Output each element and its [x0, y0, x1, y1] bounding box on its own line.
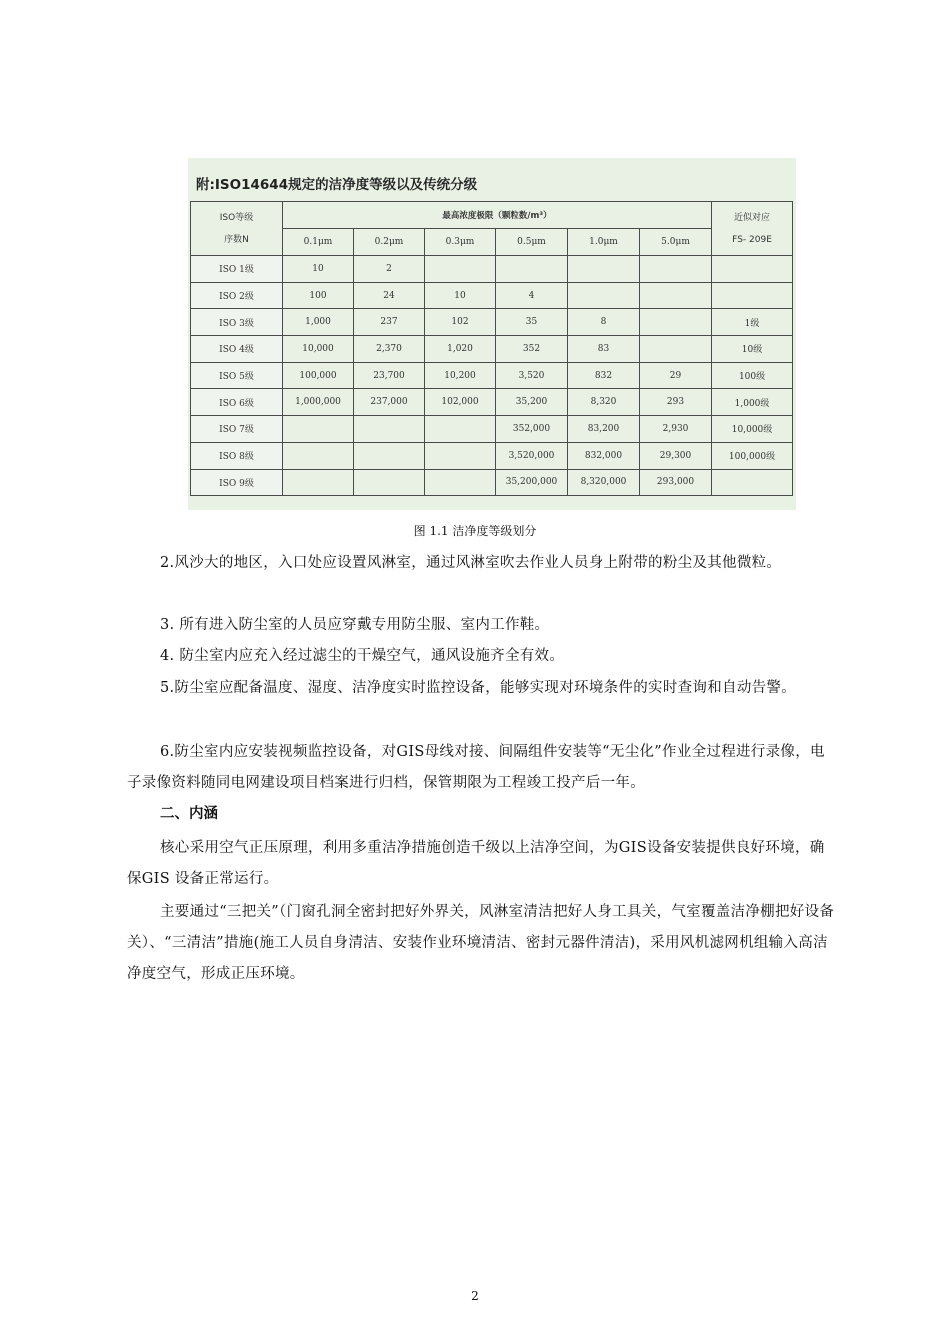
table-cell: 102,000: [425, 389, 496, 416]
row-header-cell: ISO 2级: [191, 282, 283, 309]
table-row: [191, 336, 793, 363]
table-cell: 2,930: [640, 416, 712, 443]
particle-size-header: 0.3μm: [425, 229, 496, 256]
table-cell: 10,000: [283, 336, 354, 363]
paragraph-item-3: 3. 所有进入防尘室的人员应穿戴专用防尘服、室内工作鞋。: [160, 617, 550, 633]
section-heading: 二、内涵: [160, 806, 218, 822]
table-cell: 1,020: [425, 336, 496, 363]
paragraph-item-6: 6.防尘室内应安装视频监控设备，对GIS母线对接、间隔组件安装等“无尘化”作业全过程进行录像，电子录像资料随同电网建设项目档案进行归档，保管期限为工程竣工投产后一年。: [127, 744, 825, 791]
row-header-cell: ISO 4级: [191, 336, 283, 363]
table-row: [191, 416, 793, 443]
row-header-cell: ISO 8级: [191, 442, 283, 469]
table-row: [191, 282, 793, 309]
table-cell: [354, 469, 425, 496]
table-cell: [283, 442, 354, 469]
table-cell: [712, 256, 793, 283]
table-cell: 352: [496, 336, 568, 363]
figure-heading: 附:ISO14644规定的洁净度等级以及传统分级: [196, 177, 478, 193]
table-row: [191, 309, 793, 336]
table-cell: 100,000级: [712, 442, 793, 469]
row-header-cell: ISO 7级: [191, 416, 283, 443]
table-cell: 293,000: [640, 469, 712, 496]
table-cell: 10: [283, 256, 354, 283]
table-cell: [568, 282, 640, 309]
table-cell: [354, 416, 425, 443]
iso-class-header-line1: ISO等级: [219, 212, 254, 223]
table-cell: [496, 256, 568, 283]
table-cell: [640, 256, 712, 283]
table-cell: 10: [425, 282, 496, 309]
iso-class-header-line2: 序数N: [224, 234, 249, 245]
table-cell: 1级: [712, 309, 793, 336]
body-paragraph-core: 核心采用空气正压原理，利用多重洁净措施创造千级以上洁净空间，为GIS设备安装提供良好环境，确保GIS 设备正常运行。: [127, 840, 825, 887]
paragraph-item-5: 5.防尘室应配备温度、湿度、洁净度实时监控设备，能够实现对环境条件的实时查询和自动告警。: [160, 680, 797, 696]
table-cell: [354, 442, 425, 469]
table-cell: 352,000: [496, 416, 568, 443]
table-cell: 3,520: [496, 362, 568, 389]
table-cell: 293: [640, 389, 712, 416]
table-cell: 832,000: [568, 442, 640, 469]
table-cell: 1,000级: [712, 389, 793, 416]
table-row: [191, 362, 793, 389]
fs209e-header-line2: FS- 209E: [732, 234, 772, 245]
table-cell: 29: [640, 362, 712, 389]
table-cell: [712, 282, 793, 309]
table-cell: 23,700: [354, 362, 425, 389]
max-concentration-header: 最高浓度极限（颗粒数/m³）: [283, 202, 712, 229]
table-cell: 10,000级: [712, 416, 793, 443]
row-header-cell: ISO 3级: [191, 309, 283, 336]
fs209e-header-line1: 近似对应: [734, 212, 771, 223]
table-row: [191, 256, 793, 283]
row-header-cell: ISO 9级: [191, 469, 283, 496]
figure-caption: 图 1.1 洁净度等级划分: [413, 524, 537, 538]
table-cell: 1,000,000: [283, 389, 354, 416]
table-cell: 8: [568, 309, 640, 336]
table-cell: [283, 416, 354, 443]
table-cell: [640, 282, 712, 309]
table-cell: [640, 336, 712, 363]
row-header-cell: ISO 1级: [191, 256, 283, 283]
table-cell: 8,320: [568, 389, 640, 416]
table-cell: 10,200: [425, 362, 496, 389]
table-row: [191, 442, 793, 469]
table-row: [191, 469, 793, 496]
table-cell: 8,320,000: [568, 469, 640, 496]
particle-size-header: 1.0μm: [568, 229, 640, 256]
fs209e-header-cell: [712, 202, 793, 256]
page-number: 2: [471, 1289, 479, 1303]
table-cell: [712, 469, 793, 496]
table-cell: [568, 256, 640, 283]
table-cell: 29,300: [640, 442, 712, 469]
table-cell: 83: [568, 336, 640, 363]
table-cell: 2,370: [354, 336, 425, 363]
table-cell: 4: [496, 282, 568, 309]
iso-class-header-cell: [191, 202, 283, 256]
paragraph-item-2: 2.风沙大的地区，入口处应设置风淋室，通过风淋室吹去作业人员身上附带的粉尘及其他微粒。: [160, 555, 782, 571]
table-cell: [425, 256, 496, 283]
table-cell: 1,000: [283, 309, 354, 336]
table-cell: 102: [425, 309, 496, 336]
table-cell: 237: [354, 309, 425, 336]
particle-size-header: 0.1μm: [283, 229, 354, 256]
particle-size-header: 0.5μm: [496, 229, 568, 256]
body-paragraph-measures: 主要通过“三把关”（门窗孔洞全密封把好外界关，风淋室清洁把好人身工具关，气室覆盖洁净棚把好设备关）、“三清洁”措施(施工人员自身清洁、安装作业环境清洁、密封元器件清洁)，采用风机滤网机组输入高洁净度空气，形成正压环境。: [127, 904, 835, 982]
table-cell: 35,200,000: [496, 469, 568, 496]
row-header-cell: ISO 5级: [191, 362, 283, 389]
table-cell: 35,200: [496, 389, 568, 416]
table-cell: 100级: [712, 362, 793, 389]
table-cell: 10级: [712, 336, 793, 363]
table-cell: [425, 469, 496, 496]
table-cell: 2: [354, 256, 425, 283]
table-cell: 83,200: [568, 416, 640, 443]
table-cell: 237,000: [354, 389, 425, 416]
table-cell: [283, 469, 354, 496]
table-cell: 3,520,000: [496, 442, 568, 469]
table-cell: [640, 309, 712, 336]
row-header-cell: ISO 6级: [191, 389, 283, 416]
particle-size-header: 0.2μm: [354, 229, 425, 256]
table-cell: 24: [354, 282, 425, 309]
table-cell: 832: [568, 362, 640, 389]
table-cell: [425, 442, 496, 469]
table-row: [191, 389, 793, 416]
paragraph-item-4: 4. 防尘室内应充入经过滤尘的干燥空气，通风设施齐全有效。: [160, 648, 565, 664]
table-cell: 35: [496, 309, 568, 336]
cleanliness-class-table: [190, 201, 793, 496]
table-cell: 100: [283, 282, 354, 309]
particle-size-header: 5.0μm: [640, 229, 712, 256]
table-cell: 100,000: [283, 362, 354, 389]
table-cell: [425, 416, 496, 443]
